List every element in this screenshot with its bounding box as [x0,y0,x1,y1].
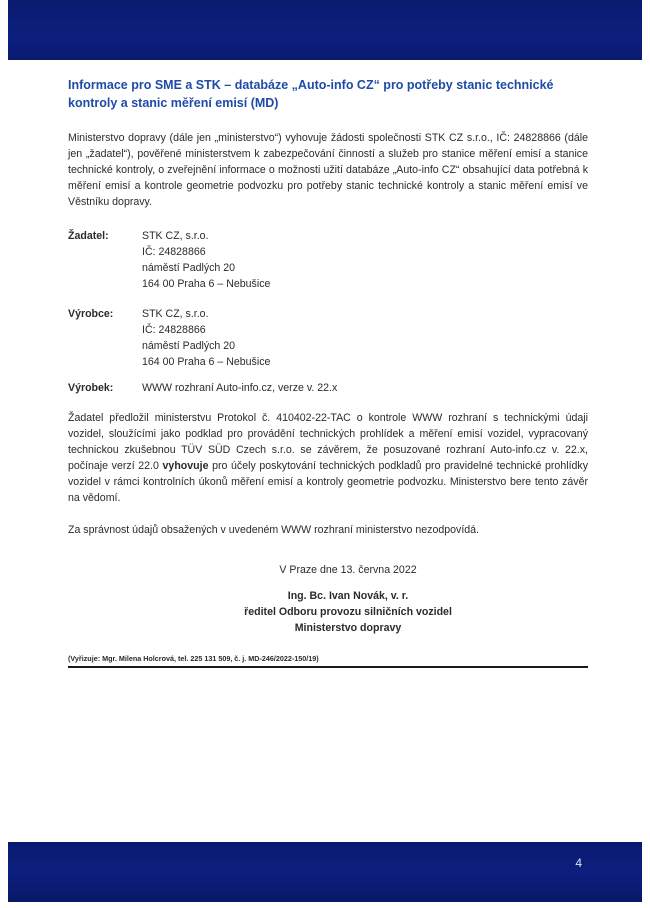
product-value: WWW rozhraní Auto-info.cz, verze v. 22.x [142,382,338,394]
protocol-text-after: pro účely poskytování technických podkladů pro pravidelné technické prohlídky vozidel v rámci kontrolních úkonů měření emisí a kontroly geometrie podvozku. Ministerstvo bere tento závěr na vědomí. [68,460,588,504]
signature-block [108,562,588,636]
page-number: 4 [575,856,582,870]
intro-paragraph: Ministerstvo dopravy (dále jen „ministerstvo“) vyhovuje žádosti společnosti STK CZ s.r.o., IČ: 24828866 (dále jen „žadatel“), pověřené ministerstvem k zabezpečování činností a služeb pro stanice měření emisí a stanice technické kontroly, o zveřejnění informace o možnosti užití databáze „Auto-info CZ“ obsahující data potřebná k měření emisí a kontrole geometrie podvozku pro potřeby stanic technické kontroly a stanic měření emisí ve Věstníku dopravy. [68,132,588,208]
document-title: Informace pro SME a STK – databáze „Auto-info CZ“ pro potřeby stanic technické kontroly a stanic měření emisí (MD) [68,78,554,110]
disclaimer-paragraph: Za správnost údajů obsažených v uvedeném WWW rozhraní ministerstvo nezodpovídá. [68,524,479,536]
applicant-line: IČ: 24828866 [142,246,206,258]
manufacturer-line: náměstí Padlých 20 [142,340,236,352]
product-block [68,380,588,396]
handler-footnote: (Vyřizuje: Mgr. Milena Holcrová, tel. 225 131 509, č. j. MD-246/2022-150/19) [68,654,588,668]
manufacturer-line: IČ: 24828866 [142,324,206,336]
document-body [68,76,588,668]
signatory-name: Ing. Bc. Ivan Novák, v. r. [287,590,409,602]
signatory-position: ředitel Odboru provozu silničních vozidel [244,606,452,618]
manufacturer-line: 164 00 Praha 6 – Nebušice [142,356,271,368]
applicant-line: 164 00 Praha 6 – Nebušice [142,278,271,290]
manufacturer-label: Výrobce: [68,308,114,320]
protocol-text-before: Žadatel předložil ministerstvu Protokol č. 410402-22-TAC o kontrole WWW rozhraní s technickými údaji vozidel, sloužícími jako podklad pro provádění technických prohlídek a měření emisí vozidel, vypracovaný technickou zkušebnou TÜV SÜD Czech s.r.o. se závěrem, že posuzované rozhraní Auto-info.cz v. 22.x, počínaje verzí 22.0 [68,412,588,472]
applicant-label: Žadatel: [68,230,109,242]
signatory-organization: Ministerstvo dopravy [294,622,402,634]
product-label: Výrobek: [68,382,114,394]
header-band [8,0,642,60]
manufacturer-line: STK CZ, s.r.o. [142,308,209,320]
protocol-paragraph [68,410,588,506]
applicant-line: STK CZ, s.r.o. [142,230,209,242]
applicant-line: náměstí Padlých 20 [142,262,236,274]
manufacturer-block [68,306,588,370]
place-date: V Praze dne 13. června 2022 [279,564,417,576]
applicant-block [68,228,588,292]
protocol-verdict: vyhovuje [162,460,209,472]
footer-band [8,842,642,902]
